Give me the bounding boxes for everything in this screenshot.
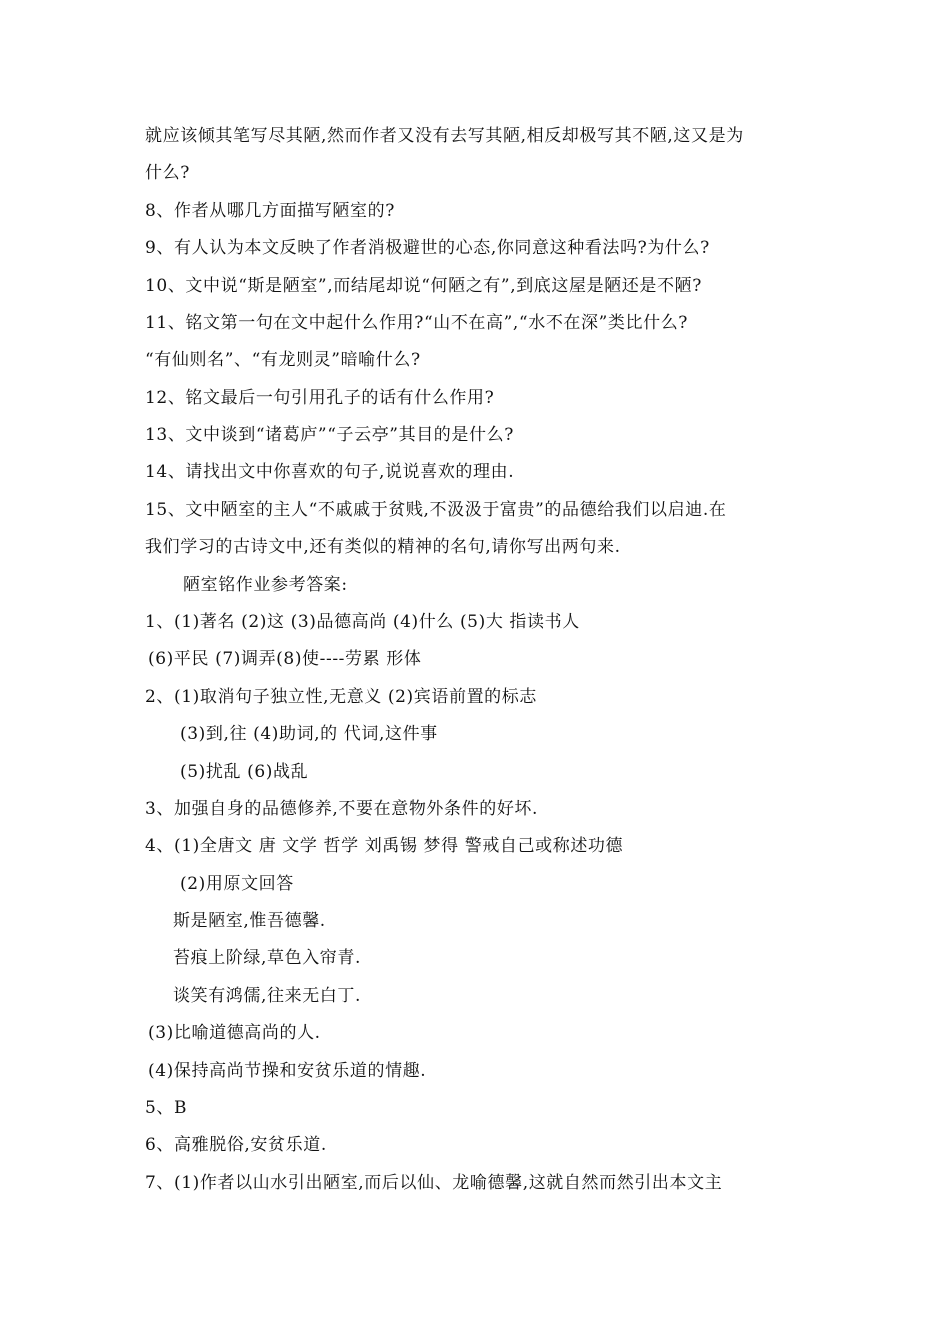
text-line: 斯是陋室,惟吾德馨. [173, 911, 326, 931]
text-line: 15、文中陋室的主人“不戚戚于贫贱,不汲汲于富贵”的品德给我们以启迪.在 [145, 500, 727, 520]
text-line: 6、高雅脱俗,安贫乐道. [145, 1135, 327, 1155]
text-line: 就应该倾其笔写尽其陋,然而作者又没有去写其陋,相反却极写其不陋,这又是为 [145, 126, 744, 146]
text-line: “有仙则名”、“有龙则灵”暗喻什么? [145, 350, 421, 370]
text-line: 8、作者从哪几方面描写陋室的? [145, 201, 395, 221]
text-line: 苔痕上阶绿,草色入帘青. [173, 948, 362, 968]
text-line: (5)扰乱 (6)战乱 [180, 762, 309, 782]
answer-section-heading: 陋室铭作业参考答案: [183, 575, 348, 595]
text-line: 12、铭文最后一句引用孔子的话有什么作用? [145, 388, 495, 408]
text-line: (3)到,往 (4)助词,的 代词,这件事 [180, 724, 438, 744]
text-line: (3)比喻道德高尚的人. [148, 1023, 321, 1043]
text-line: 11、铭文第一句在文中起什么作用?“山不在高”,“水不在深”类比什么? [145, 313, 689, 333]
text-line: 1、(1)著名 (2)这 (3)品德高尚 (4)什么 (5)大 指读书人 [145, 612, 580, 632]
text-line: 13、文中谈到“诸葛庐”“子云亭”其目的是什么? [145, 425, 514, 445]
text-line: 7、(1)作者以山水引出陋室,而后以仙、龙喻德馨,这就自然而然引出本文主 [145, 1173, 723, 1193]
text-line: 4、(1)全唐文 唐 文学 哲学 刘禹锡 梦得 警戒自己或称述功德 [145, 836, 624, 856]
text-line: (4)保持高尚节操和安贫乐道的情趣. [148, 1061, 427, 1081]
text-line: (6)平民 (7)调弄(8)使----劳累 形体 [148, 649, 422, 669]
text-line: 10、文中说“斯是陋室”,而结尾却说“何陋之有”,到底这屋是陋还是不陋? [145, 276, 702, 296]
text-line: 2、(1)取消句子独立性,无意义 (2)宾语前置的标志 [145, 687, 537, 707]
text-line: (2)用原文回答 [180, 874, 294, 894]
text-line: 谈笑有鸿儒,往来无白丁. [173, 986, 362, 1006]
text-line: 我们学习的古诗文中,还有类似的精神的名句,请你写出两句来. [145, 537, 621, 557]
text-line: 什么? [145, 163, 190, 183]
text-line: 14、请找出文中你喜欢的句子,说说喜欢的理由. [145, 462, 515, 482]
text-line: 5、B [145, 1098, 188, 1118]
text-line: 9、有人认为本文反映了作者消极避世的心态,你同意这种看法吗?为什么? [145, 238, 710, 258]
text-line: 3、加强自身的品德修养,不要在意物外条件的好坏. [145, 799, 539, 819]
